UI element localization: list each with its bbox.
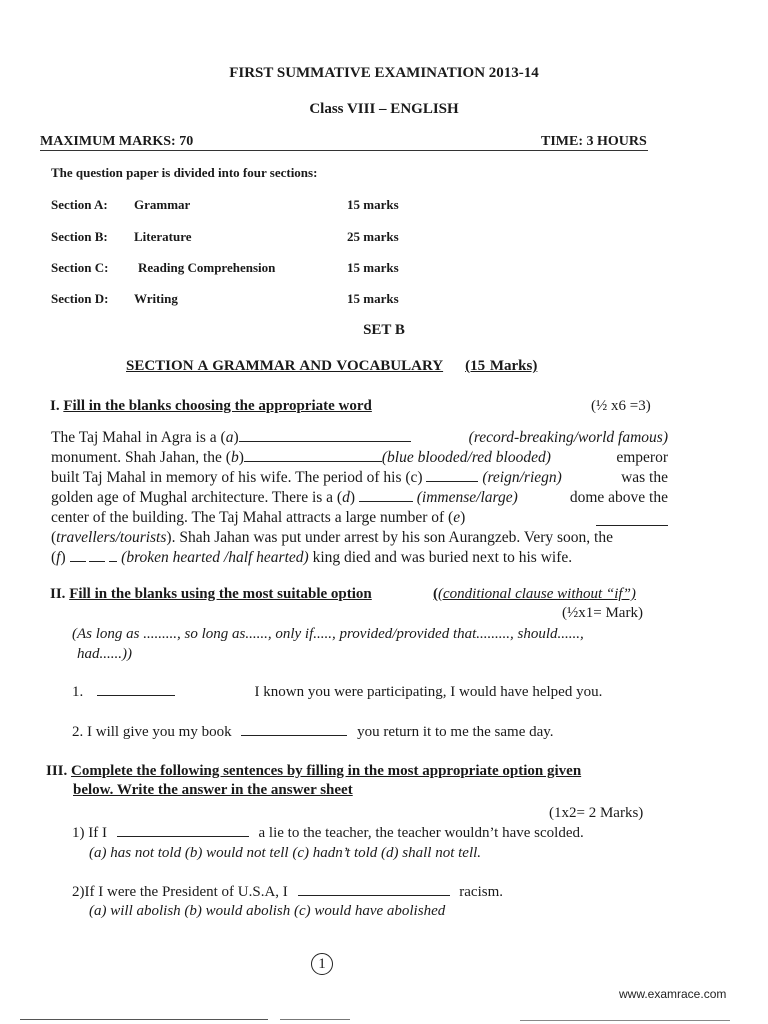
text: center of the building. The Taj Mahal attracts a large number of (	[51, 509, 454, 526]
options-hint: (immense/large)	[416, 489, 518, 506]
section-name: Literature	[134, 229, 192, 244]
q2-number: II.	[50, 586, 66, 602]
q2-options-cont: had......))	[77, 646, 132, 662]
blank-letter: b	[230, 449, 239, 466]
section-label: Section D:	[51, 291, 109, 306]
section-name: Grammar	[134, 197, 191, 212]
q3-number: III.	[46, 763, 68, 779]
watermark: www.examrace.com	[619, 987, 727, 1001]
fill-blank	[89, 549, 105, 562]
section-label: Section C:	[51, 260, 109, 275]
class-subject: Class VIII – ENGLISH	[309, 101, 459, 117]
fill-blank	[426, 469, 478, 482]
section-label: Section A:	[51, 197, 108, 212]
header-rule	[40, 150, 648, 151]
q3-item-1	[72, 824, 584, 842]
exam-title: FIRST SUMMATIVE EXAMINATION 2013-14	[229, 65, 539, 81]
item-text: I will give you my book	[87, 724, 232, 740]
section-name: Writing	[134, 291, 178, 306]
section-marks: 15 marks	[347, 197, 399, 212]
text: ). Shah Jahan was put under arrest by his son Aurangzeb. Very soon, the	[166, 529, 613, 546]
item-number: 2.	[72, 724, 84, 740]
item-text: If I	[88, 825, 107, 841]
q2-title: Fill in the blanks using the most suitable option	[69, 586, 372, 602]
text: (	[51, 529, 57, 546]
exam-time: TIME: 3 HOURS	[541, 134, 647, 149]
text: )	[233, 429, 239, 446]
section-a-heading	[126, 358, 537, 375]
q1-line	[51, 489, 668, 509]
scan-edge-line	[20, 1019, 268, 1020]
item-number: 2)	[72, 884, 85, 900]
q1-paragraph	[51, 429, 668, 569]
item-text: I known you were participating, I would have helped you.	[254, 684, 603, 700]
q1-heading	[50, 398, 372, 415]
section-name: Reading Comprehension	[138, 260, 276, 275]
q1-marks: (½ x6 =3)	[591, 398, 651, 414]
text: golden age of Mughal architecture. There is a (	[51, 489, 343, 506]
q2-item-1	[72, 683, 602, 701]
q3-item-1-options: (a) has not told (b) would not tell (c) hadn’t told (d) shall not tell.	[89, 845, 482, 861]
section-a-title: SECTION A GRAMMAR AND VOCABULARY	[126, 358, 444, 374]
item-number: 1)	[72, 825, 85, 841]
text: )	[349, 489, 359, 506]
item-text: a lie to the teacher, the teacher wouldn’t have scolded.	[258, 825, 584, 841]
text: The Taj Mahal in Agra is a (	[51, 429, 226, 446]
q2-options: (As long as ........., so long as......, only if....., provided/provided that........., should......,	[72, 626, 584, 642]
q1-title: Fill in the blanks choosing the appropriate word	[63, 398, 372, 414]
item-number: 1.	[72, 684, 84, 700]
set-label: SET B	[363, 322, 405, 338]
blank-letter: f	[56, 549, 61, 566]
item-text: If I were the President of U.S.A, I	[84, 884, 288, 900]
text: emperor	[616, 449, 668, 466]
fill-blank	[298, 883, 450, 896]
fill-blank	[239, 429, 411, 442]
blank-letter: d	[342, 489, 350, 506]
scan-edge-line	[280, 1019, 350, 1020]
q1-line	[51, 549, 668, 569]
q1-line	[51, 529, 668, 549]
text: monument. Shah Jahan, the (	[51, 449, 231, 466]
q2-marks: (½x1= Mark)	[562, 605, 643, 621]
scan-edge-line	[520, 1020, 730, 1021]
fill-blank	[359, 489, 413, 502]
page-number: 1	[311, 953, 333, 975]
fill-blank	[596, 513, 668, 526]
q1-number: I.	[50, 398, 60, 414]
text: )	[238, 449, 244, 466]
text: dome above the	[569, 489, 668, 506]
q2-note: ((conditional clause without “if”)	[433, 586, 636, 602]
max-marks: MAXIMUM MARKS: 70	[40, 134, 194, 149]
q2-item-2	[72, 723, 554, 741]
fill-blank	[244, 449, 382, 462]
options-hint: (record-breaking/world famous)	[468, 429, 668, 446]
intro-text: The question paper is divided into four sections:	[51, 165, 318, 180]
fill-blank	[109, 549, 117, 562]
q3-item-2-options: (a) will abolish (b) would abolish (c) would have abolished	[89, 903, 446, 919]
q3-title: Complete the following sentences by filling in the most appropriate option given	[71, 763, 582, 779]
section-a-marks: (15 Marks)	[465, 358, 538, 374]
item-text: racism.	[459, 884, 504, 900]
section-marks: 25 marks	[347, 229, 399, 244]
fill-blank	[97, 683, 175, 696]
text: was the	[621, 469, 668, 486]
q2-option-note: (conditional clause without “if”)	[438, 586, 636, 602]
section-marks: 15 marks	[347, 291, 399, 306]
options-hint: (broken hearted /half hearted)	[121, 549, 309, 566]
text: (	[51, 549, 57, 566]
q2-heading	[50, 586, 372, 603]
options-hint: (blue blooded/red blooded)	[381, 449, 551, 466]
text: )	[460, 509, 466, 526]
fill-blank	[117, 824, 249, 837]
text: )	[60, 549, 66, 566]
q1-line	[51, 449, 668, 469]
item-text: you return it to me the same day.	[357, 724, 554, 740]
blank-letter: a	[225, 429, 234, 446]
section-marks: 15 marks	[347, 260, 399, 275]
q3-marks: (1x2= 2 Marks)	[549, 805, 644, 821]
text: built Taj Mahal in memory of his wife. The period of his (c)	[51, 469, 427, 486]
fill-blank	[241, 723, 347, 736]
q1-line	[51, 469, 668, 489]
fill-blank	[70, 549, 86, 562]
options-hint: (reign/riegn)	[482, 469, 562, 486]
section-label: Section B:	[51, 229, 108, 244]
q3-heading	[46, 763, 581, 780]
q1-line	[51, 429, 668, 449]
q1-line	[51, 509, 668, 529]
text: king died and was buried next to his wife.	[308, 549, 573, 566]
options-hint: travellers/tourists	[56, 529, 167, 546]
q3-title-cont: below. Write the answer in the answer sheet	[73, 782, 353, 798]
blank-letter: e	[453, 509, 461, 526]
q3-item-2	[72, 883, 503, 901]
